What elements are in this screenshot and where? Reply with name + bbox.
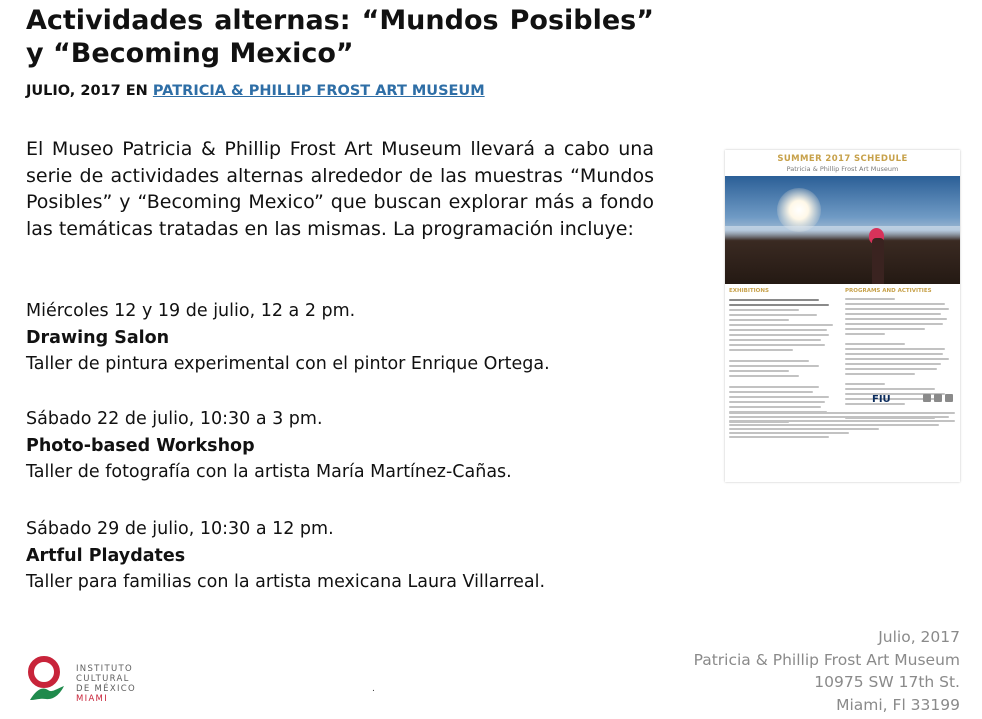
fiu-logo: FIU [872, 394, 891, 405]
event-description: Taller de pintura experimental con el pintor Enrique Ortega. [26, 354, 550, 374]
logo-wave [30, 686, 64, 700]
event-name: Photo-based Workshop [26, 435, 255, 456]
poster-text-line [729, 344, 825, 346]
logo-line: INSTITUTO [76, 664, 133, 674]
poster-text-line [845, 383, 885, 385]
poster-photo [725, 176, 960, 284]
poster-text-line [729, 299, 819, 301]
poster-text-line [845, 388, 935, 390]
poster-text-line [845, 348, 945, 350]
logo-line: CULTURAL [76, 674, 130, 684]
sponsor-logo [934, 394, 942, 402]
poster-text-line [729, 370, 789, 372]
poster-text-line [845, 358, 949, 360]
poster-text-line [845, 318, 947, 320]
poster-text-line [845, 303, 945, 305]
poster-text-line [845, 368, 937, 370]
poster-text-line [729, 324, 833, 326]
poster-text-line [845, 363, 941, 365]
event-date: Sábado 22 de julio, 10:30 a 3 pm. [26, 409, 323, 429]
page-subtitle [26, 83, 485, 99]
event-name: Artful Playdates [26, 545, 186, 566]
poster-text-line [729, 391, 813, 393]
poster-text-line [729, 349, 793, 351]
poster-programs-heading: PROGRAMS AND ACTIVITIES [845, 288, 932, 294]
poster-text-line [729, 319, 789, 321]
footer-city: Miami, Fl 33199 [836, 695, 960, 714]
event-photo-workshop [26, 406, 666, 486]
poster-text-line [729, 365, 819, 367]
poster-text-line [729, 334, 829, 336]
instituto-cultural-logo [28, 656, 68, 706]
logo-ring [31, 659, 57, 685]
poster-exhibitions-heading: EXHIBITIONS [729, 288, 769, 294]
poster-text-line [845, 333, 885, 335]
poster-text-line [729, 436, 829, 438]
poster-text-line [845, 323, 943, 325]
footer-museum: Patricia & Phillip Frost Art Museum [693, 650, 960, 669]
footer-address [694, 626, 960, 716]
poster-text-line [729, 424, 939, 426]
event-description: Taller de fotografía con la artista María Martínez-Cañas. [26, 462, 512, 482]
poster-text-line [729, 386, 819, 388]
poster-text-line [729, 329, 827, 331]
poster-text-line [729, 412, 955, 414]
summer-schedule-poster [725, 150, 960, 482]
poster-text-line [729, 428, 879, 430]
institute-name [76, 664, 136, 704]
event-name: Drawing Salon [26, 327, 170, 348]
poster-text-line [729, 304, 829, 306]
poster-text-line [729, 416, 949, 418]
logo-line: DE MÉXICO [76, 684, 136, 694]
intro-paragraph: El Museo Patricia & Phillip Frost Art Museum llevará a cabo una serie de actividades alternas alrededor de las muestras “Mundos Posibles” y “Becoming Mexico” que buscan explorar más a fondo las temáticas tratadas en las mismas. La programación incluye: [26, 138, 654, 240]
poster-text-line [845, 343, 905, 345]
event-description: Taller para familias con la artista mexicana Laura Villarreal. [26, 572, 546, 592]
poster-text-line [729, 406, 821, 408]
poster-text-line [729, 432, 849, 434]
poster-text-line [729, 360, 809, 362]
poster-text-line [845, 353, 943, 355]
poster-text-line [729, 309, 799, 311]
poster-text-line [729, 339, 821, 341]
poster-text-line [729, 401, 825, 403]
sponsor-logo [945, 394, 953, 402]
poster-title: SUMMER 2017 SCHEDULE [777, 154, 908, 164]
event-date: Sábado 29 de julio, 10:30 a 12 pm. [26, 519, 334, 539]
poster-text-line [729, 420, 955, 422]
footer-street: 10975 SW 17th St. [814, 673, 960, 691]
stray-dot: . [372, 684, 375, 694]
standing-figure [872, 238, 884, 284]
event-date: Miércoles 12 y 19 de julio, 12 a 2 pm. [26, 301, 356, 321]
event-artful-playdates [26, 516, 666, 596]
logo-line-city: MIAMI [76, 694, 108, 704]
poster-text-line [845, 328, 925, 330]
poster-text-line [729, 314, 817, 316]
poster-text-line [845, 298, 895, 300]
page-title: Actividades alternas: “Mundos Posibles” y “Becoming Mexico” [26, 5, 654, 69]
poster-text-line [729, 396, 829, 398]
poster-subtitle: Patricia & Phillip Frost Art Museum [786, 165, 899, 173]
subtitle-date: JULIO, 2017 EN [26, 83, 153, 99]
sponsor-logo [923, 394, 931, 402]
event-drawing-salon [26, 298, 666, 378]
museum-link[interactable]: PATRICIA & PHILLIP FROST ART MUSEUM [152, 83, 485, 99]
poster-text-line [729, 375, 799, 377]
footer-date: Julio, 2017 [878, 628, 960, 646]
horizon-mist [725, 226, 960, 240]
poster-text-line [845, 313, 941, 315]
poster-text-line [845, 308, 949, 310]
poster-text-line [845, 373, 915, 375]
